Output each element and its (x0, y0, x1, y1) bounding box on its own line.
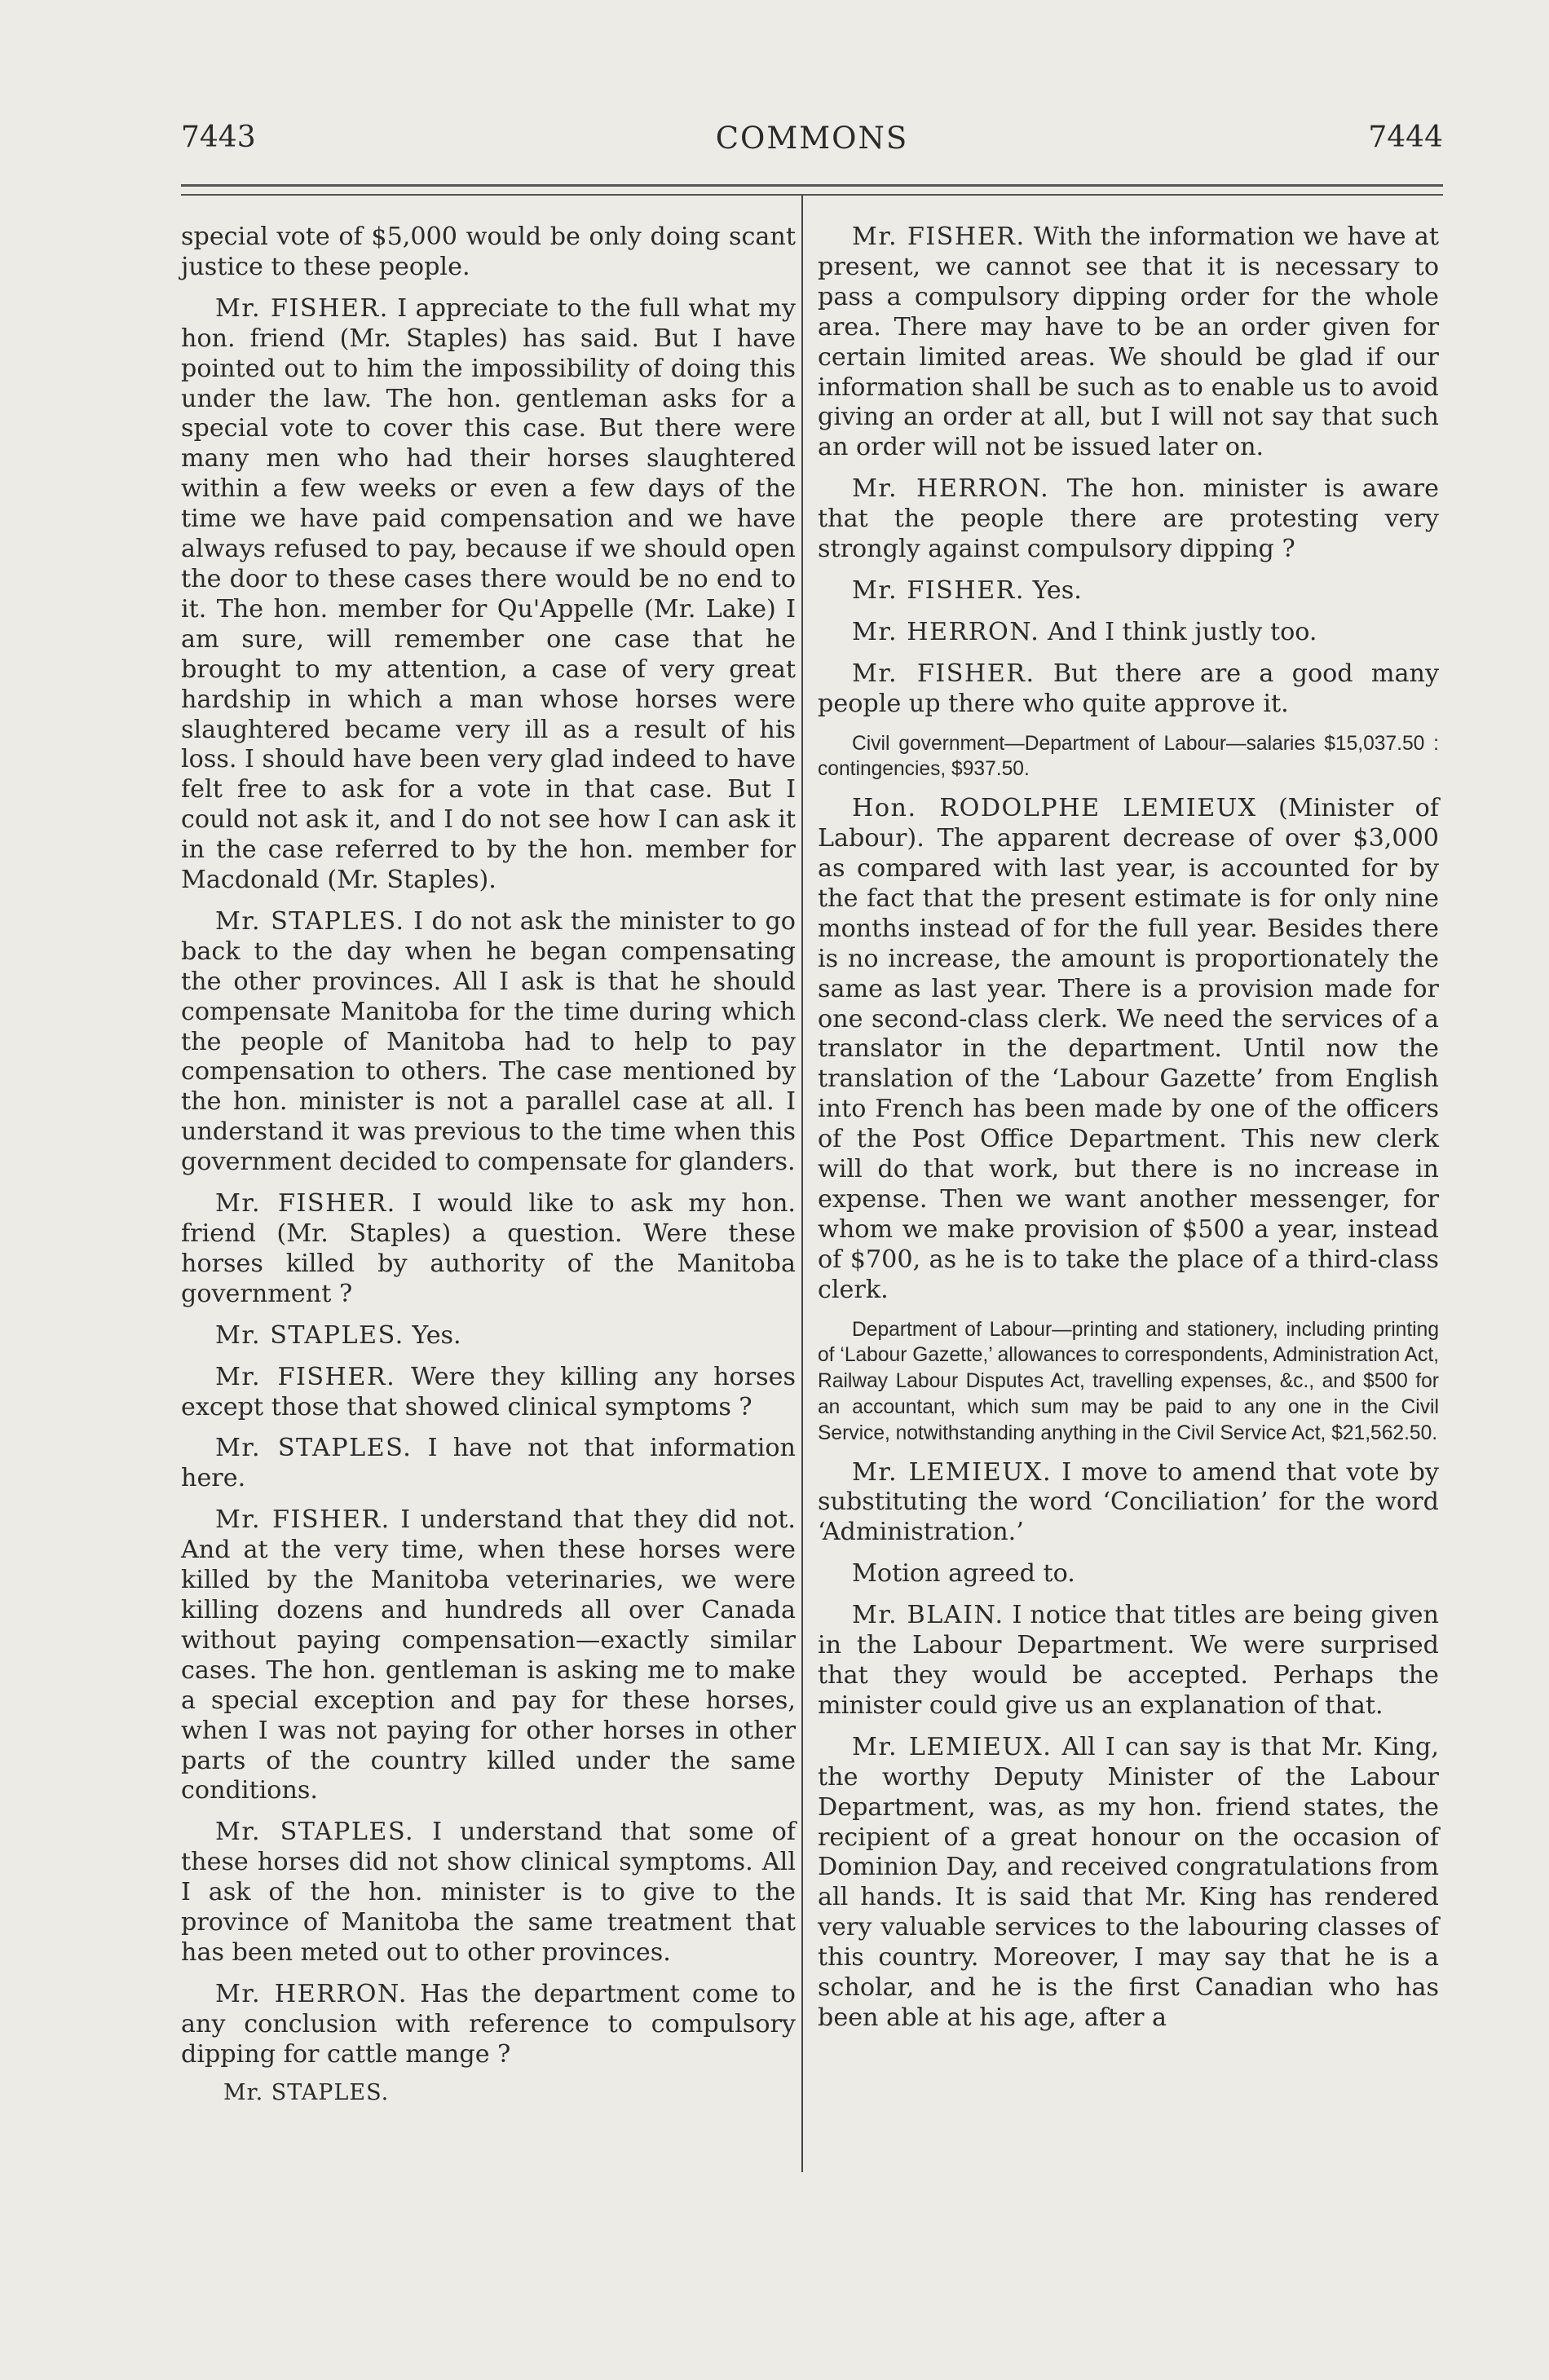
paragraph: special vote of $5,000 would be only doing scant justice to these people. (181, 223, 796, 281)
paragraph: Mr. FISHER. But there are a good many people up there who quite approve it. (818, 659, 1439, 718)
paragraph: Mr. FISHER. I appreciate to the full what my hon. friend (Mr. Staples) has said. But I have pointed out to him the impossibility of doing this under the law. The hon. gentleman asks for a special vote to cover this case. But there were many men who had their horses slaughtered within a few weeks or even a few days of the time we have paid compensation and we have always refused to pay, because if we should open the door to these cases there would be no end to it. The hon. member for Qu'Appelle (Mr. Lake) I am sure, will remember one case that he brought to my attention, a case of very great hardship in which a man whose horses were slaughtered became very ill as a result of his loss. I should have been very glad indeed to have felt free to ask for a vote in that case. But I could not ask it, and I do not see how I can ask it in the case referred to by the hon. member for Macdonald (Mr. Staples). (181, 293, 796, 895)
speaker-name: Mr. HERRON. (852, 617, 1040, 646)
speaker-name: Mr. LEMIEUX. (852, 1732, 1053, 1761)
paragraph: Mr. FISHER. With the information we have at present, we cannot see that it is necessary to pass a compulsory dipping order for the whole area. There may have to be an order given for certain limited areas. We should be glad if our information shall be such as to enable us to avoid giving an order at all, but I will not say that such an order will not be issued later on. (818, 223, 1439, 462)
paragraph: Mr. STAPLES. I do not ask the minister to go back to the day when he began compensating the other provinces. All I ask is that he should compensate Manitoba for the time during which the people of Manitoba had to help to pay compensation to others. The case mentioned by the hon. minister is not a parallel case at all. I understand it was previous to the time when this government decided to compensate for glanders. (181, 906, 796, 1177)
running-title: COMMONS (715, 121, 909, 156)
paragraph: Mr. HERRON. Has the department come to any conclusion with reference to compulsory dipping for cattle mange ? (181, 1979, 796, 2069)
paragraph: Mr. STAPLES. I understand that some of these horses did not show clinical symptoms. All I ask of the hon. minister is to give to the province of Manitoba the same treatment that has been meted out to other provinces. (181, 1818, 796, 1967)
speaker-name: Mr. HERRON. (852, 474, 1050, 504)
left-column (181, 223, 796, 2119)
paragraph: Mr. STAPLES. I have not that information here. (181, 1434, 796, 1493)
speaker-name: Mr. STAPLES. (215, 906, 405, 936)
paragraph: Hon. RODOLPHE LEMIEUX (Minister of Labour). The apparent decrease of over $3,000 as compared with last year, is accounted for by the fact that the present estimate is for only nine months instead of for the full year. Besides there is no increase, the amount is proportionately the same as last year. There is a provision made for one second-class clerk. We need the services of a translator in the department. Until now the translation of the ‘Labour Gazette’ from English into French has been made by one of the officers of the Post Office Department. This new clerk will do that work, but there is no increase in expense. Then we want another messenger, for whom we make provision of $500 a year, instead of $700, as he is to take the place of a third-class clerk. (818, 794, 1439, 1304)
speaker-name: Mr. FISHER. (215, 293, 389, 323)
paragraph: Mr. HERRON. The hon. minister is aware that the people there are protesting very strongly against compulsory dipping ? (818, 474, 1439, 564)
paragraph: Mr. STAPLES. Yes. (215, 1320, 461, 1350)
speaker-name: Mr. FISHER. (215, 1189, 396, 1219)
column-divider (801, 196, 803, 2172)
paragraph: Mr. LEMIEUX. All I can say is that Mr. King, the worthy Deputy Minister of the Labour Department, was, as my hon. friend states, the recipient of a great honour on the occasion of Dominion Day, and received congratulations from all hands. It is said that Mr. King has rendered very valuable services to the labouring classes of this country. Moreover, I may say that he is a scholar, and he is the first Canadian who has been able at his age, after a (818, 1732, 1439, 2032)
page-number-right: 7444 (1368, 121, 1443, 154)
paragraph: Mr. BLAIN. I notice that titles are being given in the Labour Department. We were surprised that they would be accepted. Perhaps the minister could give us an explanation of that. (818, 1601, 1439, 1720)
vote-item: Civil government—Department of Labour—salaries $15,037.50 : contingencies, $937.50. (818, 732, 1439, 781)
header-rule-bottom (181, 194, 1443, 196)
paragraph: Mr. FISHER. Yes. (852, 575, 1082, 605)
paragraph: Mr. FISHER. Were they killing any horses except those that showed clinical symptoms ? (181, 1362, 796, 1421)
paragraph: Mr. HERRON. And I think justly too. (852, 617, 1317, 646)
speaker-name: Mr. FISHER. (215, 1362, 396, 1391)
motion-line: Motion agreed to. (852, 1559, 1075, 1589)
speaker-name: Hon. RODOLPHE LEMIEUX (852, 794, 1257, 823)
paragraph: Mr. FISHER. I understand that they did not. And at the very time, when these horses were killed by the Manitoba veterinaries, we were killing dozens and hundreds all over Canada without paying compensation—exactly similar cases. The hon. gentleman is asking me to make a special exception and pay for these horses, when I was not paying for other horses in other parts of the country killed under the same conditions. (181, 1505, 796, 1805)
page-header (181, 121, 1443, 161)
speaker-name: Mr. STAPLES. (215, 1818, 415, 1847)
header-rule-top (181, 184, 1443, 187)
speaker-name: Mr. BLAIN. (852, 1601, 1004, 1630)
catchword: Mr. STAPLES. (223, 2079, 390, 2105)
speaker-name: Mr. STAPLES. (215, 1320, 404, 1350)
speaker-name: Mr. FISHER. (852, 223, 1026, 251)
speaker-name: Mr. HERRON. (215, 1979, 408, 2008)
speaker-name: Mr. FISHER. (852, 575, 1025, 605)
vote-item: Department of Labour—printing and stationery, including printing of ‘Labour Gazette,’ allowances to correspondents, Administration Act, Railway Labour Disputes Act, travelling expenses, &c., and $500 for an accountant, which sum may be paid to any one in the Civil Service, notwithstanding anything in the Civil Service Act, $21,562.50. (818, 1318, 1439, 1444)
speaker-name: Mr. FISHER. (852, 659, 1035, 688)
speaker-name: Mr. FISHER. (215, 1505, 391, 1535)
speaker-name: Mr. STAPLES. (215, 1434, 413, 1463)
speaker-name: Mr. LEMIEUX. (852, 1457, 1053, 1487)
right-column (818, 223, 1439, 2045)
page-number-left: 7443 (181, 121, 256, 154)
paragraph: Mr. LEMIEUX. I move to amend that vote by substituting the word ‘Conciliation’ for the word ‘Administration.’ (818, 1457, 1439, 1547)
paragraph: Mr. FISHER. I would like to ask my hon. friend (Mr. Staples) a question. Were these horses killed by authority of the Manitoba government ? (181, 1189, 796, 1308)
